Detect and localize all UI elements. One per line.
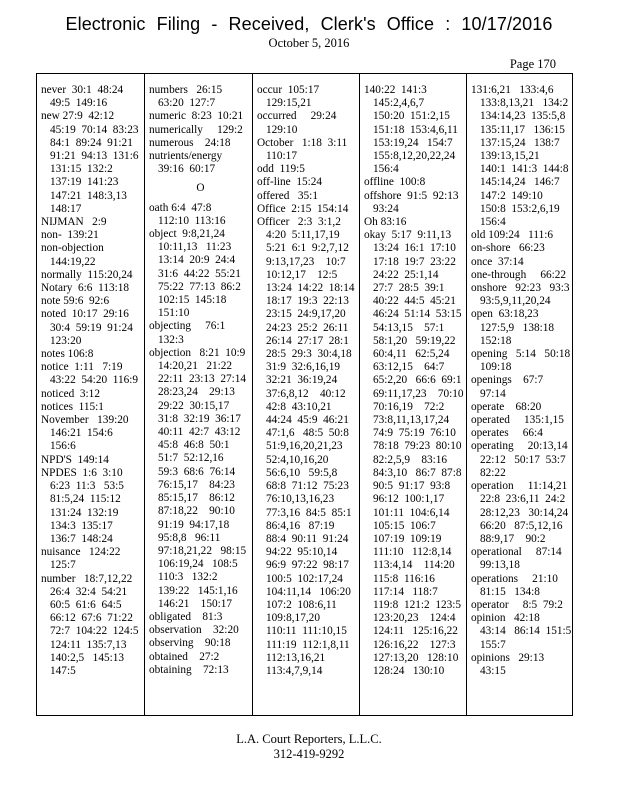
index-entry: Officer 2:3 3:1,2 <box>257 216 341 229</box>
index-entry-continuation: 129:15,21 <box>266 97 312 110</box>
index-entry: numerous 24:18 <box>149 136 231 149</box>
index-entry-continuation: 93:5,9,11,20,24 <box>480 295 551 308</box>
footer <box>0 732 618 762</box>
index-entry: off-line 15:24 <box>257 176 323 189</box>
index-entry-continuation: 109:18 <box>480 361 512 374</box>
index-entry-continuation: 145:14,24 146:7 <box>480 176 560 189</box>
index-entry-continuation: 66:20 87:5,12,16 <box>480 519 563 532</box>
index-entry-continuation: 132:3 <box>158 333 184 346</box>
index-entry-continuation: 39:16 60:17 <box>158 163 216 176</box>
index-entry-continuation: 9:13,17,23 10:7 <box>266 255 346 268</box>
index-entry-continuation: 13:14 20:9 24:4 <box>158 254 236 267</box>
index-entry-continuation: 112:13,16,21 <box>266 651 326 664</box>
index-entry-continuation: 32:21 36:19,24 <box>266 374 338 387</box>
index-entry-continuation: 111:10 112:8,14 <box>373 546 452 559</box>
index-entry-continuation: 28:5 29:3 30:4,18 <box>266 348 352 361</box>
index-entry: Oh 83:16 <box>364 216 407 229</box>
index-entry-continuation: 129:10 <box>266 123 298 136</box>
index-entry: non- 139:21 <box>41 229 99 242</box>
court-reporter-name: L.A. Court Reporters, L.L.C. <box>236 732 382 746</box>
index-entry: Office 2:15 154:14 <box>257 202 349 215</box>
index-entry-continuation: 119:8 121:2 123:5 <box>373 598 462 611</box>
index-entry-continuation: 90:5 91:17 93:8 <box>373 480 451 493</box>
index-entry-continuation: 127:5,9 138:18 <box>480 321 555 334</box>
index-entry-continuation: 96:9 97:22 98:17 <box>266 559 349 572</box>
index-entry-continuation: 127:13,20 128:10 <box>373 651 459 664</box>
index-entry: numbers 26:15 <box>149 84 223 96</box>
index-entry-continuation: 60:4,11 62:5,24 <box>373 348 450 361</box>
index-entry-continuation: 76:15,17 84:23 <box>158 478 235 491</box>
index-entry-continuation: 147:5 <box>50 664 76 677</box>
index-entry-continuation: 43:22 54:20 116:9 <box>50 374 139 387</box>
index-entry-continuation: 4:20 5:11,17,19 <box>266 229 340 242</box>
index-entry-continuation: 76:10,13,16,23 <box>266 493 335 506</box>
index-entry-continuation: 109:8,17,20 <box>266 612 320 625</box>
index-entry-continuation: 49:5 149:16 <box>50 97 108 110</box>
index-entry-continuation: 31:8 32:19 36:17 <box>158 412 241 425</box>
index-entry-continuation: 13:24 16:1 17:10 <box>373 242 456 255</box>
index-entry-continuation: 150:20 151:2,15 <box>373 110 450 123</box>
index-entry-continuation: 148:17 <box>50 202 82 215</box>
index-entry: operates 66:4 <box>471 427 543 440</box>
index-entry-continuation: 126:16,22 127:3 <box>373 638 456 651</box>
index-entry-continuation: 23:15 24:9,17,20 <box>266 308 346 321</box>
index-entry-continuation: 111:19 112:1,8,11 <box>266 638 350 651</box>
index-entry-continuation: 40:22 44:5 45:21 <box>373 295 456 308</box>
index-entry: objecting 76:1 <box>149 320 226 333</box>
index-entry-continuation: 105:15 106:7 <box>373 519 436 532</box>
index-entry: old 109:24 111:6 <box>471 229 554 242</box>
index-entry-continuation: 73:8,11,13,17,24 <box>373 414 450 427</box>
index-entry-continuation: 81:15 134:8 <box>480 585 540 598</box>
index-entry: numeric 8:23 10:21 <box>149 110 244 123</box>
index-entry-continuation: 81:5,24 115:12 <box>50 493 121 506</box>
index-entry: opinion 42:18 <box>471 612 540 625</box>
index-entry-continuation: 43:15 <box>480 664 506 677</box>
index-entry-continuation: 52:4,10,16,20 <box>266 453 329 466</box>
index-entry-continuation: 131:15 132:2 <box>50 163 113 176</box>
index-entry-continuation: 10:12,17 12:5 <box>266 268 338 281</box>
index-entry-continuation: 17:18 19:7 23:22 <box>373 255 456 268</box>
index-entry: operated 135:1,15 <box>471 414 564 427</box>
index-entry-continuation: 75:22 77:13 86:2 <box>158 280 241 293</box>
index-entry-continuation: 10:11,13 11:23 <box>158 241 232 254</box>
index-entry-continuation: 102:15 145:18 <box>158 294 227 307</box>
index-entry-continuation: 82:22 <box>480 466 506 479</box>
index-entry: occur 105:17 <box>257 84 320 96</box>
index-entry: objection 8:21 10:9 <box>149 346 246 359</box>
index-entry: operation 11:14,21 <box>471 480 568 493</box>
index-entry: observing 90:18 <box>149 637 231 650</box>
index-entry-continuation: 46:24 51:14 53:15 <box>373 308 462 321</box>
index-entry: normally 115:20,24 <box>41 268 133 281</box>
index-entry: obtained 27:2 <box>149 650 220 663</box>
index-entry-continuation: 51:9,16,20,21,23 <box>266 440 343 453</box>
index-entry-continuation: 117:14 118:7 <box>373 585 438 598</box>
index-entry-continuation: 72:7 104:22 124:5 <box>50 625 139 638</box>
index-entry-continuation: 44:24 45:9 46:21 <box>266 414 349 427</box>
index-entry-continuation: 152:18 <box>480 334 512 347</box>
index-entry: operating 20:13,14 <box>471 440 568 453</box>
index-entry-continuation: 40:11 42:7 43:12 <box>158 426 241 439</box>
index-entry: never 30:1 48:24 <box>41 84 124 96</box>
index-entry-continuation: 134:3 135:17 <box>50 519 113 532</box>
index-entry-continuation: 42:8 43:10,21 <box>266 400 332 413</box>
index-entry-continuation: 137:15,24 138:7 <box>480 136 560 149</box>
index-entry-continuation: 13:24 14:22 18:14 <box>266 282 355 295</box>
index-entry-continuation: 112:10 113:16 <box>158 214 226 227</box>
index-entry: note 59:6 92:6 <box>41 295 110 308</box>
index-entry: offshore 91:5 92:13 <box>364 189 459 202</box>
index-entry: openings 67:7 <box>471 374 544 387</box>
index-entry: numerically 129:2 <box>149 123 243 136</box>
index-entry-continuation: 155:8,12,20,22,24 <box>373 150 456 163</box>
index-entry-continuation: 94:22 95:10,14 <box>266 546 338 559</box>
index-entry-continuation: 153:19,24 154:7 <box>373 136 453 149</box>
index-entry-continuation: 155:7 <box>480 638 506 651</box>
index-entry-continuation: 100:5 102:17,24 <box>266 572 343 585</box>
index-entry-continuation: 139:13,15,21 <box>480 150 540 163</box>
index-entry-continuation: 77:3,16 84:5 85:1 <box>266 506 352 519</box>
index-entry-continuation: 24:23 25:2 26:11 <box>266 321 349 334</box>
index-entry-continuation: 60:5 61:6 64:5 <box>50 598 122 611</box>
index-entry-continuation: 51:7 52:12,16 <box>158 452 224 465</box>
index-entry-continuation: 107:2 108:6,11 <box>266 598 337 611</box>
index-entry-continuation: 104:11,14 106:20 <box>266 585 351 598</box>
index-entry-continuation: 27:7 28:5 39:1 <box>373 282 445 295</box>
index-column-2 <box>144 74 252 715</box>
index-column-1 <box>37 74 144 715</box>
index-entry: operations 21:10 <box>471 572 558 585</box>
index-entry-continuation: 110:11 111:10,15 <box>266 625 347 638</box>
index-entry: obligated 81:3 <box>149 610 223 623</box>
index-column-3 <box>252 74 359 715</box>
index-entry: nutrients/energy <box>149 150 223 163</box>
index-entry-continuation: 28:12,23 30:14,24 <box>480 506 569 519</box>
transcript-date: October 5, 2016 <box>268 36 350 50</box>
index-entry-continuation: 113:4,7,9,14 <box>266 664 323 677</box>
index-entry-continuation: 59:3 68:6 76:14 <box>158 465 236 478</box>
index-entry: obtaining 72:13 <box>149 663 229 676</box>
index-entry: November 139:20 <box>41 414 129 427</box>
index-entry-continuation: 146:21 154:6 <box>50 427 113 440</box>
index-entry-continuation: 78:18 79:23 80:10 <box>373 440 462 453</box>
index-entry-continuation: 91:21 94:13 131:6 <box>50 150 139 163</box>
index-entry-continuation: 54:13,15 57:1 <box>373 321 445 334</box>
index-entry: operator 8:5 79:2 <box>471 598 563 611</box>
index-entry-continuation: 110:17 <box>266 150 297 163</box>
index-entry: open 63:18,23 <box>471 308 539 321</box>
index-entry-continuation: 151:10 <box>158 307 190 320</box>
index-entry: new 27:9 42:12 <box>41 110 115 123</box>
index-entry: okay 5:17 9:11,13 <box>364 229 452 242</box>
index-entry-continuation: 131:24 132:19 <box>50 506 119 519</box>
index-entry-continuation: 93:24 <box>373 202 399 215</box>
index-entry: nuisance 124:22 <box>41 546 121 559</box>
index-entry-continuation: 26:14 27:17 28:1 <box>266 334 349 347</box>
index-entry: non-objection <box>41 242 104 255</box>
index-entry: offered 35:1 <box>257 189 318 202</box>
court-reporter-phone: 312-419-9292 <box>273 747 345 761</box>
index-entry-continuation: 147:21 148:3,13 <box>50 189 127 202</box>
index-entry: 140:22 141:3 <box>364 84 427 96</box>
index-entry-continuation: 43:14 86:14 151:5 <box>480 625 572 638</box>
index-entry: 131:6,21 133:4,6 <box>471 84 554 96</box>
index-entry: offline 100:8 <box>364 176 426 189</box>
index-entry: opinions 29:13 <box>471 651 545 664</box>
index-entry-continuation: 106:19,24 108:5 <box>158 558 238 571</box>
index-entry-continuation: 123:20,23 124:4 <box>373 612 456 625</box>
index-entry-continuation: 156:4 <box>480 216 506 229</box>
index-entry: noted 10:17 29:16 <box>41 308 129 321</box>
index-entry-continuation: 88:9,17 90:2 <box>480 532 546 545</box>
index-entry-continuation: 88:4 90:11 91:24 <box>266 532 349 545</box>
index-entry: odd 119:5 <box>257 163 305 176</box>
index-column-4 <box>359 74 466 715</box>
index-entry-continuation: 47:1,6 48:5 50:8 <box>266 427 349 440</box>
index-entry-continuation: 5:21 6:1 9:2,7,12 <box>266 242 349 255</box>
index-entry-continuation: 140:2,5 145:13 <box>50 651 125 664</box>
index-entry-continuation: 22:8 23:6,11 24:2 <box>480 493 566 506</box>
index-entry-continuation: 28:23,24 29:13 <box>158 386 235 399</box>
index-entry-continuation: 74:9 75:19 76:10 <box>373 427 456 440</box>
index-entry-continuation: 45:8 46:8 50:1 <box>158 439 230 452</box>
index-entry-continuation: 133:8,13,21 134:2 <box>480 97 569 110</box>
index-entry: notices 115:1 <box>41 400 104 413</box>
index-entry-continuation: 63:20 127:7 <box>158 97 216 110</box>
index-entry-continuation: 29:22 30:15,17 <box>158 399 230 412</box>
index-entry-continuation: 144:19,22 <box>50 255 96 268</box>
index-entry: noticed 3:12 <box>41 387 100 400</box>
index-entry-continuation: 84:1 89:24 91:21 <box>50 136 133 149</box>
index-entry-continuation: 95:8,8 96:11 <box>158 531 221 544</box>
index-entry-continuation: 145:2,4,6,7 <box>373 97 425 110</box>
index-entry: operational 87:14 <box>471 546 562 559</box>
index-entry-continuation: 31:9 32:6,16,19 <box>266 361 341 374</box>
index-entry-continuation: 113:4,14 114:20 <box>373 559 455 572</box>
index-entry-continuation: 123:20 <box>50 334 82 347</box>
index-entry: NPD'S 149:14 <box>41 453 109 466</box>
index-entry-continuation: 107:19 109:19 <box>373 532 442 545</box>
filing-stamp-header: Electronic Filing - Received, Clerk's Office : 10/17/2016 <box>65 14 553 34</box>
index-entry: oath 6:4 47:8 <box>149 201 212 214</box>
index-entry-continuation: 45:19 70:14 83:23 <box>50 123 139 136</box>
index-entry-continuation: 124:11 135:7,13 <box>50 638 127 651</box>
index-entry-continuation: 56:6,10 59:5,8 <box>266 466 338 479</box>
index-entry-continuation: 128:24 130:10 <box>373 664 445 677</box>
index-entry-continuation: 37:6,8,12 40:12 <box>266 387 346 400</box>
index-entry: Notary 6:6 113:18 <box>41 282 130 295</box>
index-entry-continuation: 86:4,16 87:19 <box>266 519 335 532</box>
index-entry-continuation: 134:14,23 135:5,8 <box>480 110 566 123</box>
index-entry-continuation: 66:12 67:6 71:22 <box>50 612 133 625</box>
index-entry-continuation: 139:22 145:1,16 <box>158 584 238 597</box>
index-entry: opening 5:14 50:18 <box>471 348 571 361</box>
index-entry-continuation: 6:23 11:3 53:5 <box>50 480 124 493</box>
index-entry: occurred 29:24 <box>257 110 337 123</box>
page-number: Page 170 <box>509 57 556 71</box>
index-entry-continuation: 147:2 149:10 <box>480 189 543 202</box>
index-entry-continuation: 110:3 132:2 <box>158 571 218 584</box>
index-entry: operate 68:20 <box>471 400 542 413</box>
index-entry-continuation: 156:6 <box>50 440 76 453</box>
index-entry-continuation: 24:22 25:1,14 <box>373 268 439 281</box>
index-entry: NIJMAN 2:9 <box>41 216 107 229</box>
index-entry-continuation: 99:13,18 <box>480 559 520 572</box>
index-entry-continuation: 97:18,21,22 98:15 <box>158 544 247 557</box>
index-entry: number 18:7,12,22 <box>41 572 133 585</box>
index-entry-continuation: 30:4 59:19 91:24 <box>50 321 133 334</box>
index-entry-continuation: 63:12,15 64:7 <box>373 361 445 374</box>
index-entry: on-shore 66:23 <box>471 242 545 255</box>
word-index-table <box>36 73 573 716</box>
index-entry-continuation: 58:1,20 59:19,22 <box>373 334 456 347</box>
index-letter-heading: O <box>196 182 205 195</box>
index-entry: observation 32:20 <box>149 624 239 637</box>
index-entry: object 9:8,21,24 <box>149 228 225 241</box>
index-entry-continuation: 65:2,20 66:6 69:1 <box>373 374 462 387</box>
index-entry-continuation: 70:16,19 72:2 <box>373 400 445 413</box>
index-entry: notes 106:8 <box>41 348 94 361</box>
index-entry-continuation: 84:3,10 86:7 87:8 <box>373 466 462 479</box>
index-entry-continuation: 18:17 19:3 22:13 <box>266 295 349 308</box>
index-entry-continuation: 150:8 153:2,6,19 <box>480 202 560 215</box>
index-entry-continuation: 14:20,21 21:22 <box>158 360 233 373</box>
index-entry-continuation: 97:14 <box>480 387 506 400</box>
index-entry-continuation: 156:4 <box>373 163 399 176</box>
index-entry-continuation: 91:19 94:17,18 <box>158 518 230 531</box>
index-entry-continuation: 137:19 141:23 <box>50 176 119 189</box>
index-entry-continuation: 146:21 150:17 <box>158 597 233 610</box>
index-entry-continuation: 22:11 23:13 27:14 <box>158 373 247 386</box>
index-entry: October 1:18 3:11 <box>257 136 348 149</box>
index-entry-continuation: 151:18 153:4,6,11 <box>373 123 458 136</box>
index-entry-continuation: 101:11 104:6,14 <box>373 506 450 519</box>
index-entry-continuation: 124:11 125:16,22 <box>373 625 458 638</box>
index-entry-continuation: 136:7 148:24 <box>50 532 113 545</box>
index-entry-continuation: 85:15,17 86:12 <box>158 492 235 505</box>
index-entry-continuation: 31:6 44:22 55:21 <box>158 267 241 280</box>
index-entry-continuation: 82:2,5,9 83:16 <box>373 453 448 466</box>
index-entry-continuation: 135:11,17 136:15 <box>480 123 565 136</box>
index-entry-continuation: 115:8 116:16 <box>373 572 435 585</box>
index-entry-continuation: 96:12 100:1,17 <box>373 493 445 506</box>
index-entry: onshore 92:23 93:3 <box>471 282 570 295</box>
index-entry-continuation: 69:11,17,23 70:10 <box>373 387 464 400</box>
index-entry-continuation: 125:7 <box>50 559 76 572</box>
index-entry: one-through 66:22 <box>471 268 567 281</box>
index-entry-continuation: 87:18,22 90:10 <box>158 505 235 518</box>
index-entry: notice 1:11 7:19 <box>41 361 123 374</box>
index-entry-continuation: 22:12 50:17 53:7 <box>480 453 566 466</box>
index-entry-continuation: 140:1 141:3 144:8 <box>480 163 569 176</box>
index-entry-continuation: 26:4 32:4 54:21 <box>50 585 128 598</box>
index-entry-continuation: 68:8 71:12 75:23 <box>266 480 349 493</box>
index-entry: NPDES 1:6 3:10 <box>41 466 123 479</box>
index-column-5 <box>466 74 574 715</box>
index-entry: once 37:14 <box>471 255 524 268</box>
